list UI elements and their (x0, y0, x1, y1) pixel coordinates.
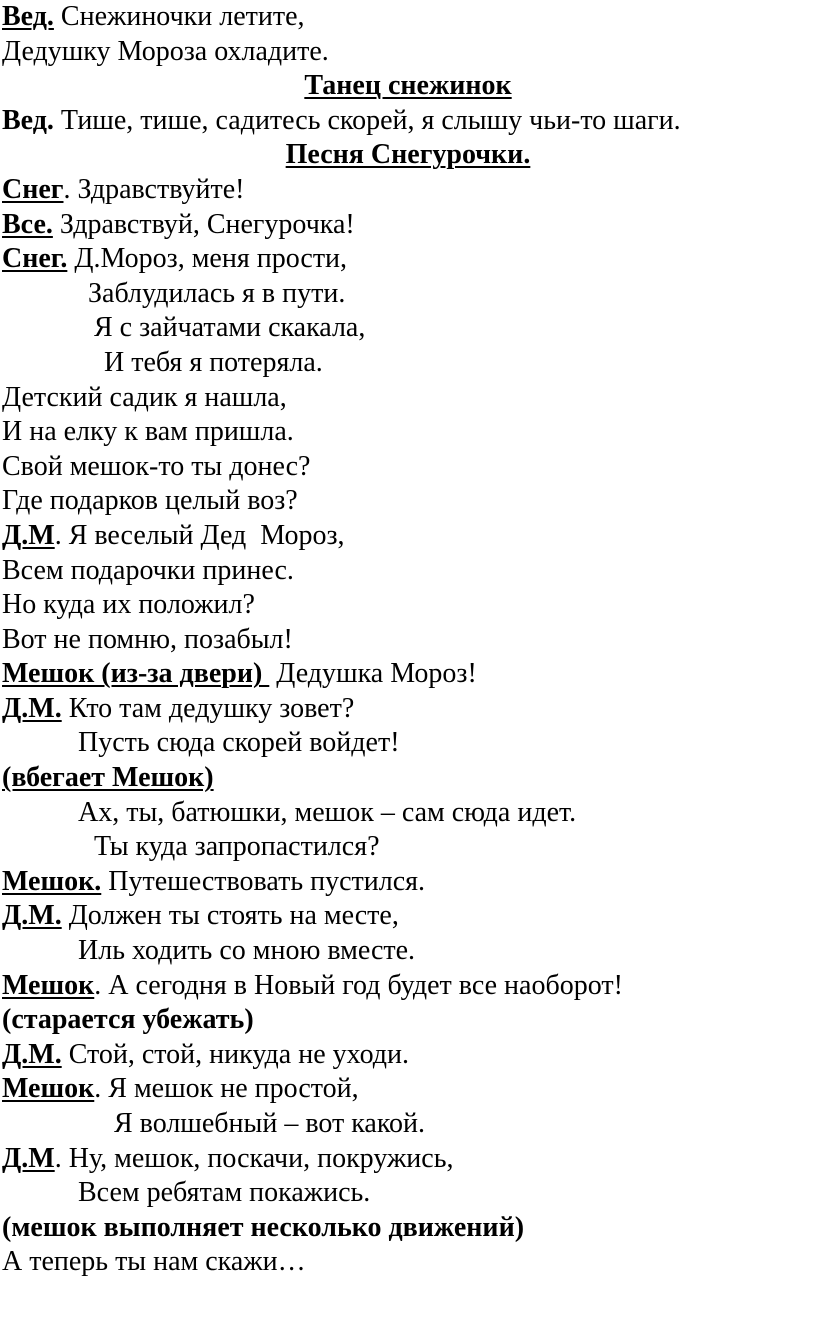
line-text: Всем подарочки принес. (2, 554, 294, 586)
line-30 (2, 1003, 816, 1038)
line-text: . Я мешок не простой, (94, 1073, 359, 1105)
line-34 (2, 1142, 816, 1177)
line-35 (2, 1176, 816, 1211)
line-text: Пусть сюда скорей войдет! (78, 727, 400, 759)
line-9 (2, 277, 816, 312)
line-10 (2, 311, 816, 346)
speaker-label: Вед. (2, 1, 54, 32)
line-text: Ты куда запропастился? (94, 831, 380, 863)
speaker-label: Д.М (2, 1142, 55, 1174)
section-heading: Песня Снегурочки. (285, 139, 531, 171)
line-text: Вот не помню, позабыл! (2, 623, 293, 655)
speaker-label: Все. (2, 208, 53, 240)
line-15 (2, 484, 816, 519)
heading-snowflake-dance (2, 69, 816, 104)
line-12 (2, 381, 816, 416)
line-28 (2, 934, 816, 969)
line-text: Заблудилась я в пути. (88, 277, 346, 309)
line-21 (2, 692, 816, 727)
line-text: . А сегодня в Новый год будет все наоборот! (94, 969, 623, 1001)
line-31 (2, 1038, 816, 1073)
line-26 (2, 865, 816, 900)
line-2 (2, 35, 816, 70)
line-text: . Я веселый Дед Мороз, (54, 519, 345, 551)
line-text: А теперь ты нам скажи… (2, 1246, 306, 1278)
line-37 (2, 1245, 816, 1280)
line-7 (2, 208, 816, 243)
line-19 (2, 623, 816, 658)
speaker-label: Мешок (2, 1073, 95, 1105)
line-text: Здравствуй, Снегурочка! (52, 208, 355, 240)
line-8 (2, 242, 816, 277)
stage-direction: (старается убежать) (2, 1004, 254, 1036)
line-23 (2, 761, 816, 796)
speaker-label: Снег. (2, 243, 68, 275)
line-text: Д.Мороз, меня прости, (67, 243, 348, 275)
line-text: Ах, ты, батюшки, мешок – сам сюда идет. (78, 796, 577, 828)
speaker-label: Д.М (2, 519, 55, 551)
line-text: И на елку к вам пришла. (2, 416, 294, 448)
line-24 (2, 796, 816, 831)
line-20 (2, 657, 816, 692)
line-text: Свой мешок-то ты донес? (2, 450, 311, 482)
line-text: Дедушку Мороза охладите. (2, 35, 329, 67)
line-text: Где подарков целый воз? (2, 485, 298, 517)
section-heading: Танец снежинок (304, 70, 512, 102)
line-22 (2, 726, 816, 761)
line-18 (2, 588, 816, 623)
heading-snegurochka-song (2, 138, 816, 173)
line-25 (2, 830, 816, 865)
speaker-label: Д.М. (2, 1038, 62, 1070)
speaker-label: Мешок. (2, 865, 102, 897)
speaker-label: Мешок (из-за двери) (2, 658, 270, 690)
line-text: Стой, стой, никуда не уходи. (61, 1038, 409, 1070)
speaker-label: Вед. (2, 104, 54, 136)
line-text: Иль ходить со мною вместе. (78, 935, 416, 967)
line-text: Кто там дедушку зовет? (61, 692, 355, 724)
line-text: Детский садик я нашла, (2, 381, 287, 413)
line-text: Я с зайчатами скакала, (94, 312, 366, 344)
line-text: Я волшебный – вот какой. (114, 1108, 425, 1139)
stage-direction: (мешок выполняет несколько движений) (2, 1211, 525, 1243)
line-text: . Здравствуйте! (63, 173, 245, 205)
line-32 (2, 1072, 816, 1107)
line-13 (2, 415, 816, 450)
line-11 (2, 346, 816, 381)
line-text: Но куда их положил? (2, 589, 255, 621)
line-text: Путешествовать пустился. (101, 865, 426, 897)
line-27 (2, 899, 816, 934)
line-1 (2, 0, 816, 35)
line-17 (2, 554, 816, 589)
line-33 (2, 1107, 816, 1142)
line-text: Дедушка Мороз! (269, 658, 477, 690)
line-text: Должен ты стоять на месте, (61, 900, 399, 932)
line-text: Всем ребятам покажись. (78, 1177, 371, 1209)
speaker-label: Д.М. (2, 900, 62, 932)
line-36 (2, 1211, 816, 1246)
line-text: Снежиночки летите, (53, 1, 305, 32)
line-14 (2, 450, 816, 485)
line-6 (2, 173, 816, 208)
speaker-label: Снег (2, 173, 64, 205)
speaker-label: Д.М. (2, 692, 62, 724)
line-29 (2, 969, 816, 1004)
line-text: . Ну, мешок, поскачи, покружись, (54, 1142, 454, 1174)
stage-direction: (вбегает Мешок) (2, 762, 214, 794)
speaker-label: Мешок (2, 969, 95, 1001)
line-text: И тебя я потеряла. (104, 346, 323, 378)
line-16 (2, 519, 816, 554)
line-4 (2, 104, 816, 139)
line-text: Тише, тише, садитесь скорей, я слышу чьи-то шаги. (53, 104, 681, 136)
